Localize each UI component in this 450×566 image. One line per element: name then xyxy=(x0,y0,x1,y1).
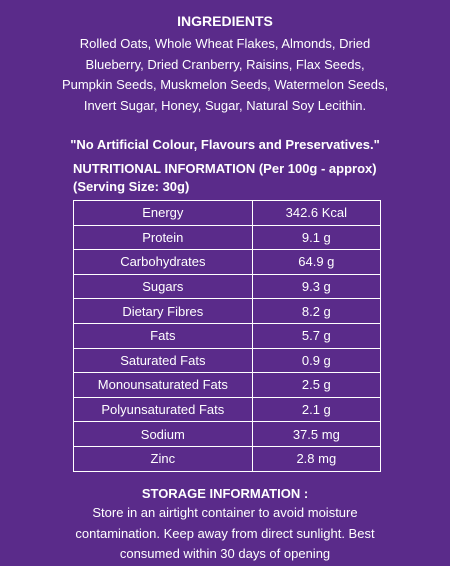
nutrient-name: Fats xyxy=(74,323,253,348)
storage-instructions: Store in an airtight container to avoid moisture contamination. Keep away from direct sunlight. Best consumed within 30 days of opening xyxy=(75,505,375,561)
ingredients-list: Rolled Oats, Whole Wheat Flakes, Almonds, Dried Blueberry, Dried Cranberry, Raisins, Flax Seeds, Pumpkin Seeds, Muskmelon Seeds, Watermelon Seeds, Invert Sugar, Honey, Sugar, Natural Soy Lecithin. xyxy=(61,36,389,113)
nutrient-value: 2.1 g xyxy=(252,397,380,422)
ingredients-heading: INGREDIENTS xyxy=(177,13,273,29)
table-row xyxy=(74,225,381,250)
nutrient-name: Sugars xyxy=(74,274,253,299)
nutrient-value: 2.8 mg xyxy=(252,446,380,471)
nutrient-value: 8.2 g xyxy=(252,299,380,324)
nutrient-name: Monounsaturated Fats xyxy=(74,373,253,398)
nutrient-value: 2.5 g xyxy=(252,373,380,398)
table-row xyxy=(74,422,381,447)
table-row xyxy=(74,397,381,422)
table-row xyxy=(74,323,381,348)
nutrition-heading: NUTRITIONAL INFORMATION (Per 100g - approx) xyxy=(73,161,377,176)
nutrient-name: Dietary Fibres xyxy=(74,299,253,324)
nutrient-name: Polyunsaturated Fats xyxy=(74,397,253,422)
nutrient-value: 9.1 g xyxy=(252,225,380,250)
table-row xyxy=(74,446,381,471)
nutrient-name: Sodium xyxy=(74,422,253,447)
nutrient-value: 64.9 g xyxy=(252,250,380,275)
nutrient-name: Protein xyxy=(74,225,253,250)
nutrition-table xyxy=(73,200,381,472)
table-row xyxy=(74,250,381,275)
nutrient-name: Energy xyxy=(74,201,253,226)
table-row xyxy=(74,373,381,398)
table-row xyxy=(74,274,381,299)
nutrient-name: Saturated Fats xyxy=(74,348,253,373)
nutrient-name: Zinc xyxy=(74,446,253,471)
table-row xyxy=(74,201,381,226)
nutrient-value: 0.9 g xyxy=(252,348,380,373)
table-row xyxy=(74,299,381,324)
nutrient-value: 5.7 g xyxy=(252,323,380,348)
storage-heading: STORAGE INFORMATION : xyxy=(141,486,309,501)
no-artificial-claim: "No Artificial Colour, Flavours and Preservatives." xyxy=(70,137,380,152)
nutrient-value: 342.6 Kcal xyxy=(252,201,380,226)
table-row xyxy=(74,348,381,373)
nutrient-name: Carbohydrates xyxy=(74,250,253,275)
nutrient-value: 9.3 g xyxy=(252,274,380,299)
nutrient-value: 37.5 mg xyxy=(252,422,380,447)
serving-size: (Serving Size: 30g) xyxy=(73,179,190,194)
